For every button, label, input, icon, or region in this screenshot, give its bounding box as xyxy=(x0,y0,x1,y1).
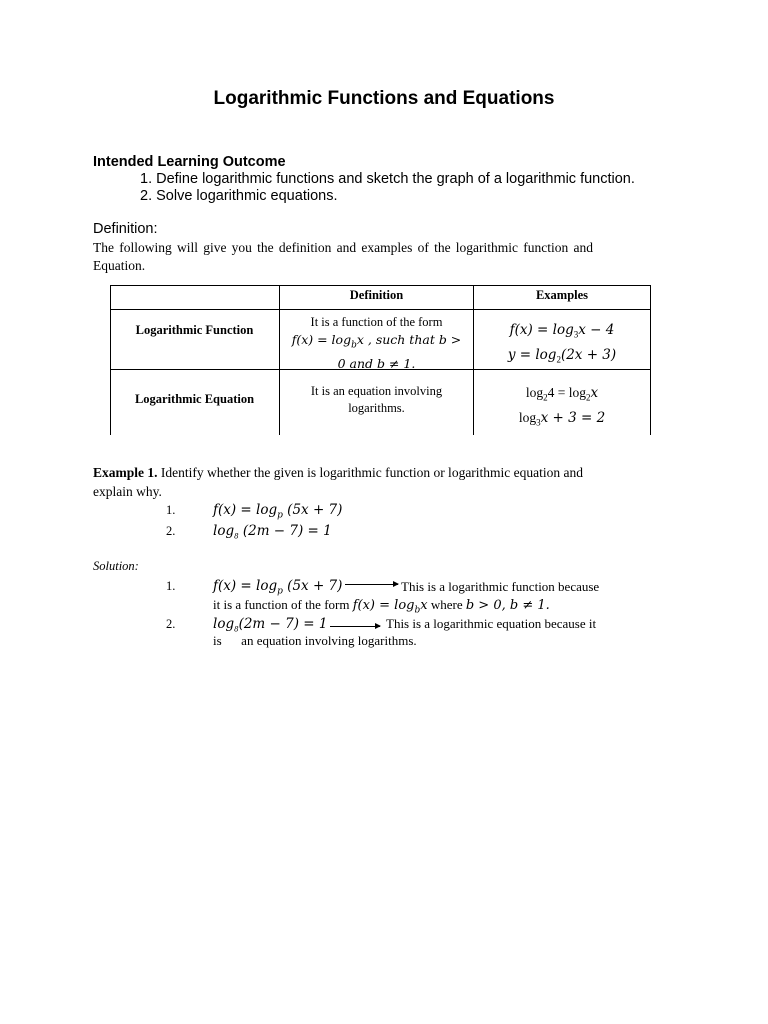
list-number: 1. xyxy=(166,579,176,593)
solution-explanation: it is a function of the form $f(x) = \log_bx$ where b > 0, b ≠ 1. xyxy=(213,597,550,616)
example-label: Example 1. xyxy=(93,465,158,480)
ilo-item: 2. Solve logarithmic equations. xyxy=(140,188,338,204)
page-title: Logarithmic Functions and Equations xyxy=(213,88,555,109)
definition-table xyxy=(110,285,651,435)
ilo-item: 1. Define logarithmic functions and sketch the graph of a logarithmic function. xyxy=(140,171,635,187)
solution-expression: $\log_8(2m - 7) = 1$ xyxy=(213,616,328,634)
ilo-heading: Intended Learning Outcome xyxy=(93,154,286,170)
table-row-label: Logarithmic Function xyxy=(135,323,254,337)
arrow-icon xyxy=(345,584,398,585)
example-1 xyxy=(93,463,613,501)
table-row-label: Logarithmic Equation xyxy=(134,392,255,406)
list-number: 1. xyxy=(166,503,176,517)
definition-heading: Definition: xyxy=(93,221,158,237)
table-cell-definition: It is an equation involving logarithms. xyxy=(310,384,443,415)
solution-explanation: is an equation involving logarithms. xyxy=(213,633,417,648)
example-expression: $\log_8 (2m - 7) = 1$ xyxy=(213,523,332,541)
solution-label: Solution: xyxy=(93,559,139,573)
table-cell-definition: It is a function of the form $f(x) = \log_bx$ , such that b > 0 and b ≠ 1. xyxy=(291,315,462,371)
table-header-definition: Definition xyxy=(349,288,404,302)
example-expression: $f(x) = \log_p (5x + 7)$ xyxy=(213,502,343,521)
solution-expression: $f(x) = \log_p (5x + 7)$ xyxy=(213,578,343,597)
table-cell-examples: $\log_24 = \log_2x$ $\log_3x + 3 = 2$ xyxy=(518,385,606,428)
arrow-icon xyxy=(330,626,380,627)
solution-explanation: This is a logarithmic function because xyxy=(401,579,600,594)
table-cell-examples: $f(x) = \log_3x - 4$ $y = \log_2(2x + 3)$ xyxy=(507,322,617,365)
list-number: 2. xyxy=(166,617,176,631)
solution-explanation: This is a logarithmic equation because it xyxy=(386,616,597,631)
definition-intro: The following will give you the definition and examples of the logarithmic function and Equation. xyxy=(93,240,593,273)
table-header-examples: Examples xyxy=(535,288,589,302)
list-number: 2. xyxy=(166,524,176,538)
example-text: Identify whether the given is logarithmic function or logarithmic equation and explain why. xyxy=(93,465,584,499)
